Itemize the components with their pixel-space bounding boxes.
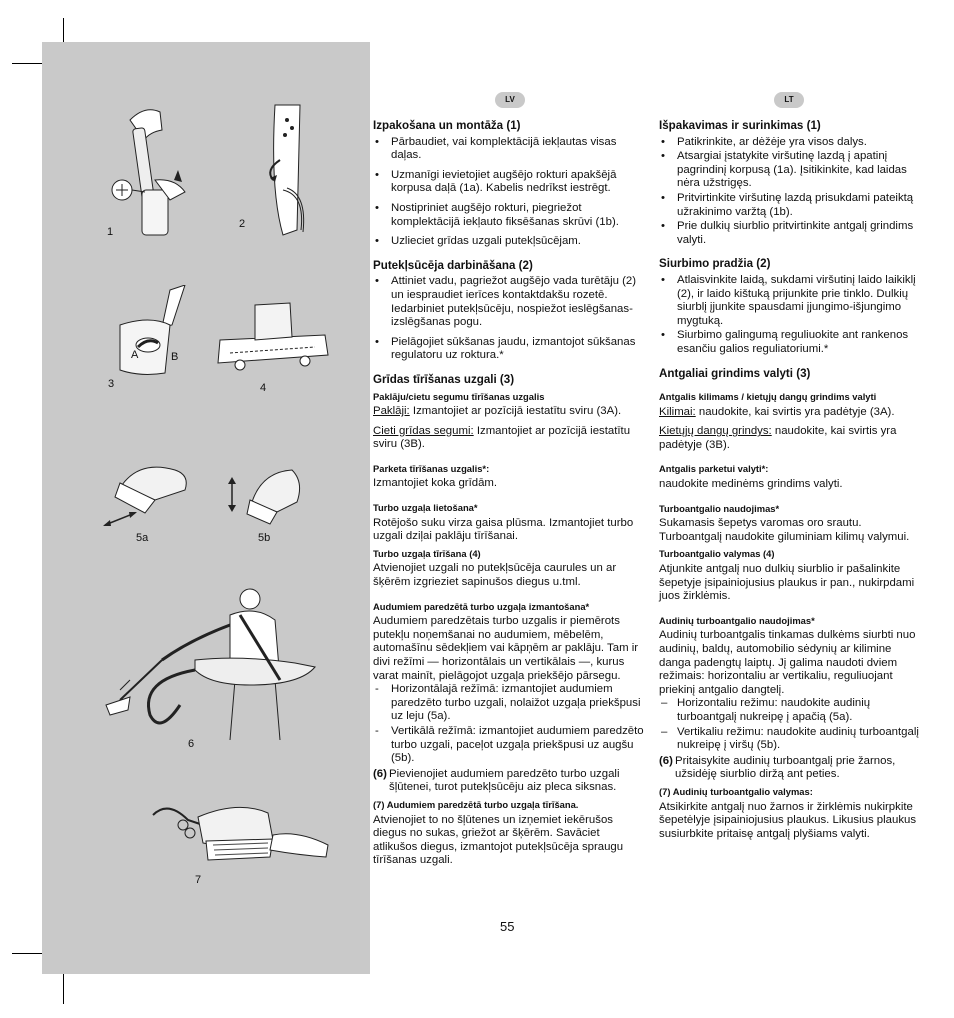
lv-section-title: Putekļsūcēja darbināšana (2) bbox=[373, 258, 533, 272]
figure-4-label: 4 bbox=[260, 382, 267, 394]
figure-5b-illustration bbox=[222, 462, 307, 532]
list-item: - Horizontālajā režīmā: izmantojiet audumiem paredzēto turbo uzgali, nolaižot uzgaļa priekšpusi uz leju (5a). bbox=[373, 683, 645, 724]
lt-text: Pritaisykite audinių turboantgalį prie žarnos, užsidėję siurblio diržą ant peties. bbox=[675, 754, 896, 781]
lv-paragraph: Audumiem paredzētais turbo uzgalis ir piemērots putekļu noņemšanai no audumiem, mēbelēm, automašīnu sēdekļiem vai kāpņēm ar paklāju. Tam ir divi režīmi — horizontālais un vertikālais —, kurus varat mainīt, pielāgojot uzgaļa priekšējo pārsegu. bbox=[373, 615, 639, 682]
lv-paragraph bbox=[373, 405, 645, 419]
list-item: • Uzlieciet grīdas uzgali putekļsūcējam. bbox=[373, 235, 645, 249]
figure-6-illustration bbox=[100, 585, 345, 740]
list-item: • Pārbaudiet, vai komplektācijā iekļautas visas daļas. bbox=[373, 136, 645, 163]
figure-1-label: 1 bbox=[107, 226, 114, 238]
lt-paragraph bbox=[659, 425, 923, 452]
figure-5a-label: 5a bbox=[136, 532, 149, 544]
lv-subheading: (7) Audumiem paredzētā turbo uzgaļa tīrīšana. bbox=[373, 798, 579, 810]
lv-paragraph: Atvienojiet to no šļūtenes un izņemiet iekērušos diegus no sukas, griežot ar šķērēm. Savāciet atlikušos diegus, izmantojot putekļsūcēja spraugu tīrīšanas uzgali. bbox=[373, 813, 624, 867]
lv-section-title: Grīdas tīrīšanas uzgali (3) bbox=[373, 372, 515, 386]
lv-text: Izmantojiet ar pozīcijā iestatītu sviru (3B). bbox=[373, 424, 631, 451]
lt-operation-list bbox=[659, 274, 923, 357]
list-item: • Atlaisvinkite laidą, sukdami viršutinį laido laikiklį (2), ir laido kištuką prijunkite prie tinklo. Dulkių siurblį įjunkite spausdami įjungimo-išjungimo mygtuką. bbox=[659, 274, 923, 328]
list-item: • Siurbimo galingumą reguliuokite ant rankenos esančiu galios reguliatoriumi.* bbox=[659, 329, 923, 356]
lt-paragraph: naudokite medinėms grindims valyti. bbox=[659, 478, 843, 491]
list-item: • Nostipriniet augšējo rokturi, piegriežot komplektācijā iekļauto fiksēšanas skrūvi (1b). bbox=[373, 202, 645, 229]
lt-subheading: Antgalis parketui valyti*: bbox=[659, 463, 769, 475]
figure-7-label: 7 bbox=[195, 874, 202, 886]
lv-paragraph: Rotējošo suku virza gaisa plūsma. Izmantojiet turbo uzgali dziļai paklāju tīrīšanai. bbox=[373, 516, 634, 543]
lv-mode-list bbox=[373, 683, 645, 766]
lt-subheading: (7) Audinių turboantgalio valymas: bbox=[659, 785, 813, 797]
list-item: – Vertikaliu režimu: naudokite audinių turboantgalį nukreipę į viršų (5b). bbox=[659, 726, 923, 753]
lt-mode-list bbox=[659, 697, 923, 752]
list-item: • Pritvirtinkite viršutinę lazdą prisukdami pateiktą užrakinimo varžtą (1b). bbox=[659, 192, 923, 219]
lt-section-title: Išpakavimas ir surinkimas (1) bbox=[659, 119, 821, 132]
list-item: – Horizontaliu režimu: naudokite audinių turboantgalį nukreipę į apačią (5a). bbox=[659, 697, 923, 724]
lt-subheading: Turboantgalio valymas (4) bbox=[659, 548, 775, 560]
lt-paragraph bbox=[659, 406, 923, 420]
figure-1-illustration bbox=[100, 100, 210, 240]
lt-text: naudokite, kai svirtis yra padėtyje (3A). bbox=[695, 405, 895, 418]
lv-subheading: Parketa tīrīšanas uzgalis*: bbox=[373, 462, 490, 474]
lt-numbered-paragraph bbox=[659, 755, 923, 782]
lv-subheading: Audumiem paredzētā turbo uzgaļa izmantošana* bbox=[373, 600, 590, 612]
lt-step-number: (6) bbox=[659, 754, 673, 767]
lt-paragraph: Audinių turboantgalis tinkamas dulkėms siurbti nuo audinių, baldų, automobilio sėdynių ar kilimine danga padengtų laiptų. Jį galima naudoti dviem režimais: horizontaliu ar vertikaliu, reguliuojant priekinį antgalio dangtelį. bbox=[659, 629, 916, 696]
lv-subheading: Turbo uzgaļa lietošana* bbox=[373, 502, 478, 514]
figure-6-label: 6 bbox=[188, 738, 195, 750]
list-item: • Prie dulkių siurblio pritvirtinkite antgalį grindims valyti. bbox=[659, 220, 923, 247]
lv-operation-list bbox=[373, 275, 645, 363]
list-item: • Pielāgojiet sūkšanas jaudu, izmantojot sūkšanas regulatoru uz roktura.* bbox=[373, 336, 645, 363]
lithuanian-column bbox=[659, 92, 923, 841]
lt-subheading: Antgalis kilimams / kietųjų dangų grindims valyti bbox=[659, 391, 877, 403]
lv-step-number: (6) bbox=[373, 767, 387, 780]
figure-5a-illustration bbox=[100, 455, 205, 530]
figure-3b-label: B bbox=[171, 351, 179, 363]
lv-paragraph: Izmantojiet koka grīdām. bbox=[373, 477, 498, 490]
lv-text: Izmantojiet ar pozīcijā iestatītu sviru (3A). bbox=[409, 405, 622, 418]
list-item: • Uzmanīgi ievietojiet augšējo rokturi apakšējā korpusa daļā (1a). Kabelis nedrīkst iestrēgt. bbox=[373, 169, 645, 196]
lt-subheading: Turboantgalio naudojimas* bbox=[659, 502, 780, 514]
figure-2-label: 2 bbox=[239, 218, 246, 230]
lv-numbered-paragraph bbox=[373, 768, 645, 795]
lv-underlined-term: Paklāji: bbox=[373, 405, 410, 418]
lt-assembly-list bbox=[659, 136, 923, 248]
lv-language-badge: LV bbox=[495, 92, 525, 108]
figure-3a-label: A bbox=[131, 349, 139, 361]
lv-subheading: Turbo uzgaļa tīrīšana (4) bbox=[373, 547, 481, 559]
lt-underlined-term: Kietųjų dangų grindys: bbox=[659, 425, 772, 438]
lt-paragraph: Atjunkite antgalį nuo dulkių siurblio ir pašalinkite šepetyje įsipainiojusius plaukus ir pan., nukirpdami juos žirklėmis. bbox=[659, 563, 915, 603]
lt-underlined-term: Kilimai: bbox=[659, 405, 696, 418]
lt-text: naudokite, kai svirtis yra padėtyje (3B). bbox=[659, 425, 897, 451]
lv-subheading: Paklāju/cietu segumu tīrīšanas uzgalis bbox=[373, 390, 545, 402]
figure-3-illustration bbox=[110, 285, 195, 380]
list-item: • Patikrinkite, ar dėžėje yra visos dalys. bbox=[659, 136, 923, 150]
lv-assembly-list bbox=[373, 136, 645, 249]
lt-language-badge: LT bbox=[774, 92, 804, 108]
lt-section-title: Siurbimo pradžia (2) bbox=[659, 257, 771, 271]
figure-5b-label: 5b bbox=[258, 532, 271, 544]
list-item: • Atsargiai įstatykite viršutinę lazdą į apatinį pagrindinį korpusą (1a). Įsitikinkite, kad laidas nėra užstrigęs. bbox=[659, 150, 923, 191]
lt-subheading: Audinių turboantgalio naudojimas* bbox=[659, 614, 815, 626]
list-item: • Attiniet vadu, pagriežot augšējo vada turētāju (2) un iespraudiet ierīces kontaktdakšu rozetē. Iedarbiniet putekļsūcēju, nospiežot ieslēgšanas-izslēgšanas pogu. bbox=[373, 275, 645, 329]
lv-text: Pievienojiet audumiem paredzēto turbo uzgali šļūtenei, turot putekļsūcēju aiz pleca siksnas. bbox=[389, 767, 620, 794]
list-item: - Vertikālā režīmā: izmantojiet audumiem paredzēto turbo uzgali, paceļot uzgaļa priekšpusi uz augšu (5b). bbox=[373, 725, 645, 766]
lt-section-title: Antgaliai grindims valyti (3) bbox=[659, 366, 811, 380]
figure-3-label: 3 bbox=[108, 378, 115, 390]
lt-paragraph: Atsikirkite antgalį nuo žarnos ir žirklėmis nukirpkite šepetėlyje įsipainiojusius plaukus. Likusius plaukus susiurbkite pritaisę antgalį plyšiams valyti. bbox=[659, 800, 917, 840]
lv-section-title: Izpakošana un montāža (1) bbox=[373, 119, 521, 132]
lv-underlined-term: Cieti grīdas segumi: bbox=[373, 424, 474, 437]
lt-paragraph: Sukamasis šepetys varomas oro srautu. Turboantgalį naudokite giluminiam kilimų valymui. bbox=[659, 517, 910, 543]
lv-paragraph: Atvienojiet uzgali no putekļsūcēja caurules un ar šķērēm izgrieziet sapinušos diegus u.tml. bbox=[373, 562, 617, 589]
figure-7-illustration bbox=[148, 795, 338, 875]
figure-4-illustration bbox=[210, 295, 335, 380]
lv-paragraph bbox=[373, 425, 645, 452]
latvian-column bbox=[373, 92, 645, 868]
figure-2-illustration bbox=[255, 100, 315, 240]
page-number: 55 bbox=[500, 919, 515, 934]
